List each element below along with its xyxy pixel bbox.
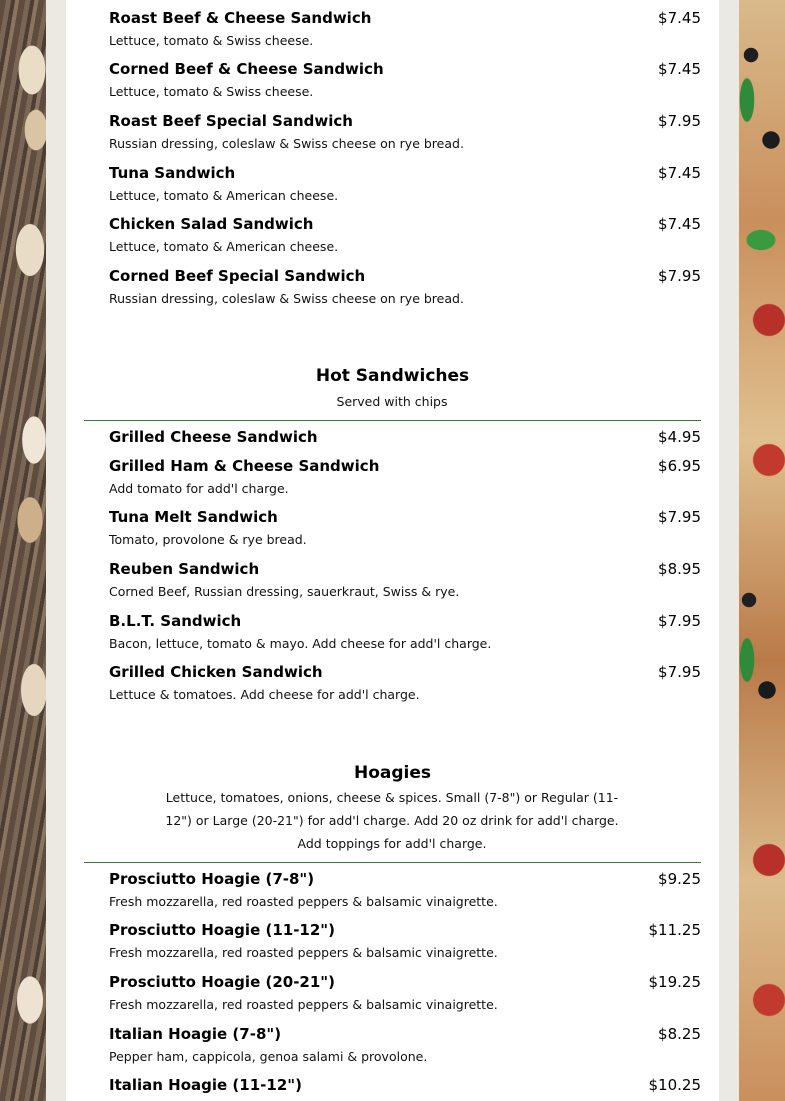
item-description: Corned Beef, Russian dressing, sauerkraut, Swiss & rye. bbox=[109, 584, 460, 599]
background-fade-left bbox=[46, 0, 66, 1101]
section-title-hot-sandwiches: Hot Sandwiches bbox=[315, 366, 470, 386]
item-price: $10.25 bbox=[648, 1076, 701, 1094]
item-price: $7.95 bbox=[658, 508, 701, 526]
item-description: Lettuce & tomatoes. Add cheese for add'l charge. bbox=[109, 687, 420, 702]
item-description: Fresh mozzarella, red roasted peppers & balsamic vinaigrette. bbox=[109, 894, 498, 909]
item-name: Roast Beef Special Sandwich bbox=[109, 112, 353, 130]
menu-item[interactable] bbox=[84, 921, 701, 961]
item-price: $8.25 bbox=[658, 1025, 701, 1043]
item-name: Grilled Chicken Sandwich bbox=[109, 663, 323, 681]
item-description: Lettuce, tomato & American cheese. bbox=[109, 188, 339, 203]
item-name: Grilled Ham & Cheese Sandwich bbox=[109, 457, 380, 475]
background-pizza bbox=[739, 0, 785, 1101]
background-wood-mushrooms bbox=[0, 0, 46, 1101]
section-title-hoagies: Hoagies bbox=[353, 763, 432, 783]
item-name: Prosciutto Hoagie (11-12") bbox=[109, 921, 335, 939]
item-name: Chicken Salad Sandwich bbox=[109, 215, 314, 233]
menu-page bbox=[66, 0, 719, 1101]
menu-item[interactable] bbox=[84, 164, 701, 204]
item-name: Prosciutto Hoagie (20-21") bbox=[109, 973, 335, 991]
item-name: Corned Beef Special Sandwich bbox=[109, 267, 366, 285]
item-name: Tuna Melt Sandwich bbox=[109, 508, 278, 526]
item-price: $6.95 bbox=[658, 457, 701, 475]
menu-item[interactable] bbox=[84, 560, 701, 600]
menu-item[interactable] bbox=[84, 9, 701, 49]
item-price: $11.25 bbox=[648, 921, 701, 939]
item-price: $7.95 bbox=[658, 612, 701, 630]
section-divider bbox=[84, 420, 701, 421]
menu-item[interactable] bbox=[84, 428, 701, 446]
menu-item[interactable] bbox=[84, 663, 701, 703]
item-description: Lettuce, tomato & American cheese. bbox=[109, 239, 339, 254]
item-name: Prosciutto Hoagie (7-8") bbox=[109, 870, 315, 888]
item-description: Russian dressing, coleslaw & Swiss cheese on rye bread. bbox=[109, 291, 464, 306]
item-description: Fresh mozzarella, red roasted peppers & balsamic vinaigrette. bbox=[109, 945, 498, 960]
item-description: Tomato, provolone & rye bread. bbox=[109, 532, 307, 547]
item-description: Fresh mozzarella, red roasted peppers & balsamic vinaigrette. bbox=[109, 997, 498, 1012]
item-name: Grilled Cheese Sandwich bbox=[109, 428, 318, 446]
menu-item[interactable] bbox=[84, 870, 701, 910]
item-price: $7.95 bbox=[658, 267, 701, 285]
item-price: $8.95 bbox=[658, 560, 701, 578]
item-description: Russian dressing, coleslaw & Swiss cheese on rye bread. bbox=[109, 136, 464, 151]
menu-item[interactable] bbox=[84, 112, 701, 152]
section-subtitle-hot-sandwiches: Served with chips bbox=[336, 394, 448, 409]
item-price: $7.95 bbox=[658, 663, 701, 681]
menu-item[interactable] bbox=[84, 267, 701, 307]
item-price: $7.95 bbox=[658, 112, 701, 130]
item-description: Add tomato for add'l charge. bbox=[109, 481, 289, 496]
item-price: $7.45 bbox=[658, 9, 701, 27]
menu-item[interactable] bbox=[84, 508, 701, 548]
item-price: $7.45 bbox=[658, 60, 701, 78]
menu-item[interactable] bbox=[84, 973, 701, 1013]
item-name: Italian Hoagie (11-12") bbox=[109, 1076, 302, 1094]
item-description: Bacon, lettuce, tomato & mayo. Add cheese for add'l charge. bbox=[109, 636, 492, 651]
section-subtitle-hoagies: Lettuce, tomatoes, onions, cheese & spices. Small (7-8") or Regular (11-12") or Large (20-21") for add'l charge. Add 20 oz drink for add'l charge. Add toppings for add'l charge. bbox=[165, 790, 619, 851]
item-price: $9.25 bbox=[658, 870, 701, 888]
item-name: Roast Beef & Cheese Sandwich bbox=[109, 9, 372, 27]
menu-item[interactable] bbox=[84, 215, 701, 255]
item-price: $4.95 bbox=[658, 428, 701, 446]
item-name: Corned Beef & Cheese Sandwich bbox=[109, 60, 384, 78]
menu-item[interactable] bbox=[84, 1076, 701, 1094]
item-name: B.L.T. Sandwich bbox=[109, 612, 242, 630]
item-description: Lettuce, tomato & Swiss cheese. bbox=[109, 33, 314, 48]
menu-item[interactable] bbox=[84, 60, 701, 100]
item-price: $7.45 bbox=[658, 164, 701, 182]
item-price: $19.25 bbox=[648, 973, 701, 991]
menu-item[interactable] bbox=[84, 1025, 701, 1065]
item-price: $7.45 bbox=[658, 215, 701, 233]
item-description: Pepper ham, cappicola, genoa salami & provolone. bbox=[109, 1049, 428, 1064]
section-divider bbox=[84, 862, 701, 863]
item-name: Tuna Sandwich bbox=[109, 164, 236, 182]
item-description: Lettuce, tomato & Swiss cheese. bbox=[109, 84, 314, 99]
background-fade-right bbox=[719, 0, 739, 1101]
menu-item[interactable] bbox=[84, 612, 701, 652]
item-name: Reuben Sandwich bbox=[109, 560, 260, 578]
item-name: Italian Hoagie (7-8") bbox=[109, 1025, 282, 1043]
menu-item[interactable] bbox=[84, 457, 701, 497]
